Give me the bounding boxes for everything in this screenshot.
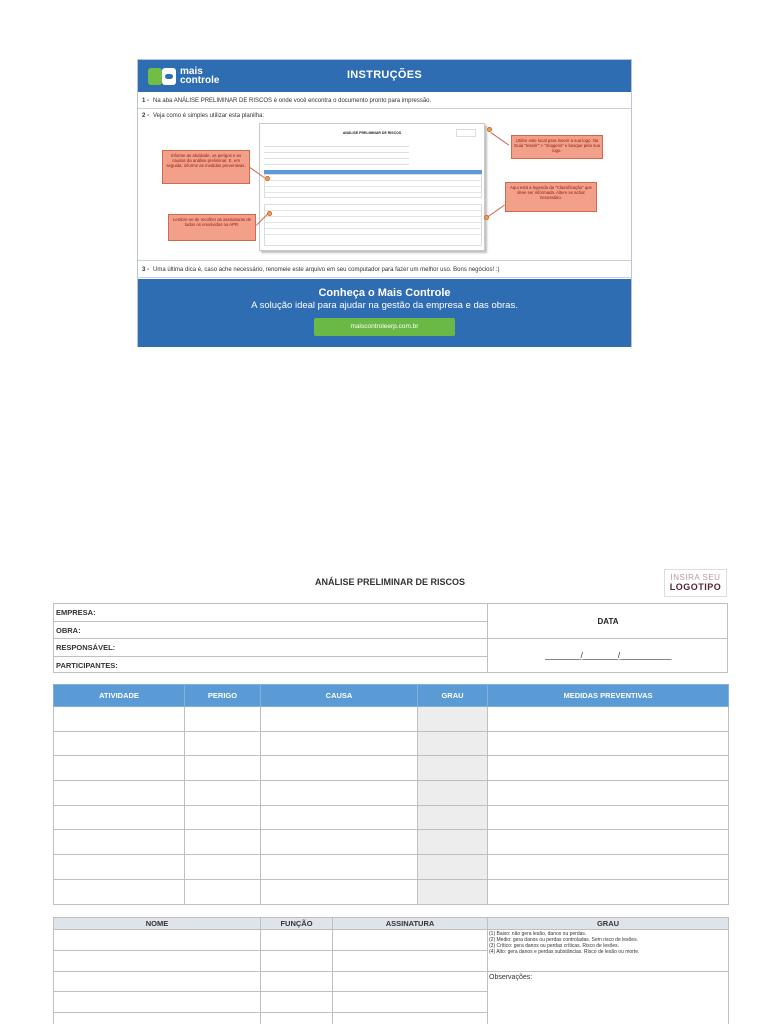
header-grau-legend: GRAU bbox=[488, 918, 729, 930]
callout-marker-icon bbox=[487, 127, 492, 132]
table-cell[interactable] bbox=[333, 950, 488, 971]
step-3-number: 3 - bbox=[142, 267, 150, 273]
header-assinatura: ASSINATURA bbox=[333, 918, 488, 930]
grau-legend-item: (3) Crítico: gera danos ou perdas críticas. Risco de lesões. bbox=[489, 943, 620, 949]
signature-table bbox=[53, 917, 729, 1024]
preview-row bbox=[264, 160, 409, 165]
table-cell[interactable] bbox=[54, 879, 185, 904]
instruction-step-1 bbox=[138, 94, 631, 109]
header-funcao: FUNÇÃO bbox=[261, 918, 333, 930]
callout-activity: Informe as atividade, os perigos e as causas da análise preliminar. E, em seguida, informe as medidas preventivas. bbox=[162, 150, 250, 184]
table-cell[interactable] bbox=[418, 707, 488, 732]
table-row bbox=[54, 830, 729, 855]
date-field[interactable]: _________/_________/_____________ bbox=[545, 651, 671, 660]
table-cell[interactable] bbox=[261, 756, 418, 781]
logo-text-line2: controle bbox=[180, 75, 220, 86]
header-medidas-preventivas: MEDIDAS PREVENTIVAS bbox=[488, 685, 729, 707]
table-cell[interactable] bbox=[54, 830, 185, 855]
spreadsheet-preview bbox=[259, 123, 485, 251]
promo-footer bbox=[138, 279, 631, 347]
table-cell[interactable] bbox=[418, 879, 488, 904]
table-cell[interactable] bbox=[54, 855, 185, 880]
preview-title: ANÁLISE PRELIMINAR DE RISCOS bbox=[342, 131, 402, 135]
callout-signatures: Lembre-se de recolher as assinaturas de todos os envolvidos na APR. bbox=[168, 214, 256, 241]
preview-row bbox=[264, 148, 409, 153]
table-cell[interactable] bbox=[418, 805, 488, 830]
table-cell[interactable] bbox=[54, 805, 185, 830]
step-1-text: Na aba ANÁLISE PRELIMINAR DE RISCOS é onde você encontra o documento pronto para impressão. bbox=[153, 98, 432, 104]
table-cell[interactable] bbox=[261, 971, 333, 992]
table-cell[interactable] bbox=[261, 830, 418, 855]
responsavel-field[interactable]: RESPONSÁVEL: bbox=[54, 639, 487, 657]
grau-legend-item: (2) Medio: gera danos ou perdas controladas. Sem risco de lesões. bbox=[489, 937, 638, 943]
logo-placeholder-line1: INSIRA SEU bbox=[670, 573, 721, 582]
table-cell[interactable] bbox=[54, 971, 261, 992]
table-row bbox=[54, 930, 729, 951]
table-cell[interactable] bbox=[488, 805, 729, 830]
table-cell[interactable] bbox=[488, 756, 729, 781]
table-cell[interactable] bbox=[261, 855, 418, 880]
header-causa: CAUSA bbox=[261, 685, 418, 707]
table-cell[interactable] bbox=[54, 1013, 261, 1024]
table-cell[interactable] bbox=[54, 756, 185, 781]
promo-title: Conheça o Mais Controle bbox=[318, 287, 451, 299]
preview-logo-placeholder bbox=[456, 129, 476, 137]
table-cell[interactable] bbox=[418, 830, 488, 855]
table-cell[interactable] bbox=[333, 971, 488, 992]
grau-legend-item: (4) Alto: gera danos e perdas substâncias. Risco de lesão ou morte. bbox=[489, 949, 640, 955]
instruction-step-3 bbox=[138, 260, 631, 278]
risk-table bbox=[53, 684, 729, 905]
instructions-title: INSTRUÇÕES bbox=[346, 69, 423, 81]
header-perigo: PERIGO bbox=[185, 685, 261, 707]
table-cell[interactable] bbox=[333, 930, 488, 951]
participantes-field[interactable]: PARTICIPANTES: bbox=[56, 660, 118, 670]
callout-marker-icon bbox=[267, 211, 272, 216]
callout-marker-icon bbox=[265, 176, 270, 181]
table-cell[interactable] bbox=[185, 879, 261, 904]
table-cell[interactable] bbox=[54, 731, 185, 756]
preview-row bbox=[264, 142, 409, 147]
grau-legend-item: (1) Baixo: não gera lesão, danos ou perdas. bbox=[489, 931, 587, 937]
grau-legend bbox=[488, 930, 729, 972]
preview-grid bbox=[264, 174, 482, 198]
table-row bbox=[54, 879, 729, 904]
preview-sign-grid bbox=[264, 204, 482, 246]
table-cell[interactable] bbox=[54, 950, 261, 971]
table-cell[interactable] bbox=[261, 930, 333, 951]
table-row bbox=[54, 707, 729, 732]
table-cell[interactable] bbox=[261, 781, 418, 806]
table-cell[interactable] bbox=[418, 781, 488, 806]
preview-row bbox=[264, 154, 409, 159]
table-cell[interactable] bbox=[261, 805, 418, 830]
table-cell[interactable] bbox=[54, 930, 261, 951]
table-cell[interactable] bbox=[185, 731, 261, 756]
header-grau: GRAU bbox=[418, 685, 488, 707]
table-cell[interactable] bbox=[261, 950, 333, 971]
table-row bbox=[54, 805, 729, 830]
callout-leader bbox=[488, 205, 505, 217]
table-cell[interactable] bbox=[185, 781, 261, 806]
document-title: ANÁLISE PRELIMINAR DE RISCOS bbox=[314, 577, 465, 587]
instructions-panel bbox=[137, 59, 632, 347]
table-cell[interactable] bbox=[261, 879, 418, 904]
table-cell[interactable] bbox=[261, 1013, 333, 1024]
callout-marker-icon bbox=[484, 215, 489, 220]
table-cell[interactable] bbox=[54, 781, 185, 806]
empresa-field[interactable]: EMPRESA: bbox=[54, 604, 487, 622]
header-info-block bbox=[53, 603, 728, 673]
table-cell[interactable] bbox=[185, 707, 261, 732]
table-cell[interactable] bbox=[185, 805, 261, 830]
website-link-button[interactable]: maiscontroleerp.com.br bbox=[314, 318, 455, 336]
table-cell[interactable] bbox=[488, 781, 729, 806]
table-cell[interactable] bbox=[418, 731, 488, 756]
date-label: DATA bbox=[488, 604, 728, 639]
table-cell[interactable] bbox=[54, 992, 261, 1013]
step-1-number: 1 - bbox=[142, 98, 150, 104]
instructions-header bbox=[138, 60, 631, 92]
table-cell[interactable] bbox=[488, 731, 729, 756]
table-cell[interactable] bbox=[333, 992, 488, 1013]
callout-leader bbox=[490, 132, 509, 145]
table-cell[interactable] bbox=[488, 707, 729, 732]
header-atividade: ATIVIDADE bbox=[54, 685, 185, 707]
callout-legend: Aqui está a legenda da "Classificação" que deve ser informada. Altere se achar necessário. bbox=[505, 182, 597, 212]
table-row bbox=[54, 855, 729, 880]
table-cell[interactable] bbox=[418, 756, 488, 781]
step-3-text: Uma última dica é, caso ache necessário, renomeie este arquivo em seu computador para fazer um melhor uso. Bons negócios! :) bbox=[153, 267, 500, 273]
table-row bbox=[54, 731, 729, 756]
logo-placeholder[interactable] bbox=[664, 569, 727, 597]
logo-text-line1: mais bbox=[180, 66, 203, 77]
step-2-number: 2 - bbox=[142, 113, 150, 119]
observacoes-field[interactable]: Observações: bbox=[488, 971, 729, 1024]
table-cell[interactable] bbox=[185, 830, 261, 855]
callout-logo: Utilize este local para inserir a sua logo. Na Guia "Inserir" > "Imagens" e busque pela sua logo. bbox=[511, 135, 603, 159]
promo-subtitle: A solução ideal para ajudar na gestão da empresa e das obras. bbox=[251, 300, 518, 311]
table-cell[interactable] bbox=[54, 707, 185, 732]
table-cell[interactable] bbox=[261, 992, 333, 1013]
step-2-text: Veja como é simples utilizar esta planilha: bbox=[153, 113, 265, 119]
table-cell[interactable] bbox=[261, 707, 418, 732]
header-nome: NOME bbox=[54, 918, 261, 930]
obra-field[interactable]: OBRA: bbox=[54, 622, 487, 640]
logo-placeholder-line2: LOGOTIPO bbox=[669, 582, 722, 592]
instruction-step-2 bbox=[138, 110, 631, 124]
table-cell[interactable] bbox=[488, 855, 729, 880]
table-cell[interactable] bbox=[333, 1013, 488, 1024]
table-cell[interactable] bbox=[418, 855, 488, 880]
table-row bbox=[54, 781, 729, 806]
table-cell[interactable] bbox=[488, 830, 729, 855]
table-cell[interactable] bbox=[488, 879, 729, 904]
table-cell[interactable] bbox=[261, 731, 418, 756]
table-cell[interactable] bbox=[185, 855, 261, 880]
table-cell[interactable] bbox=[185, 756, 261, 781]
table-row bbox=[54, 756, 729, 781]
table-row bbox=[54, 971, 729, 992]
